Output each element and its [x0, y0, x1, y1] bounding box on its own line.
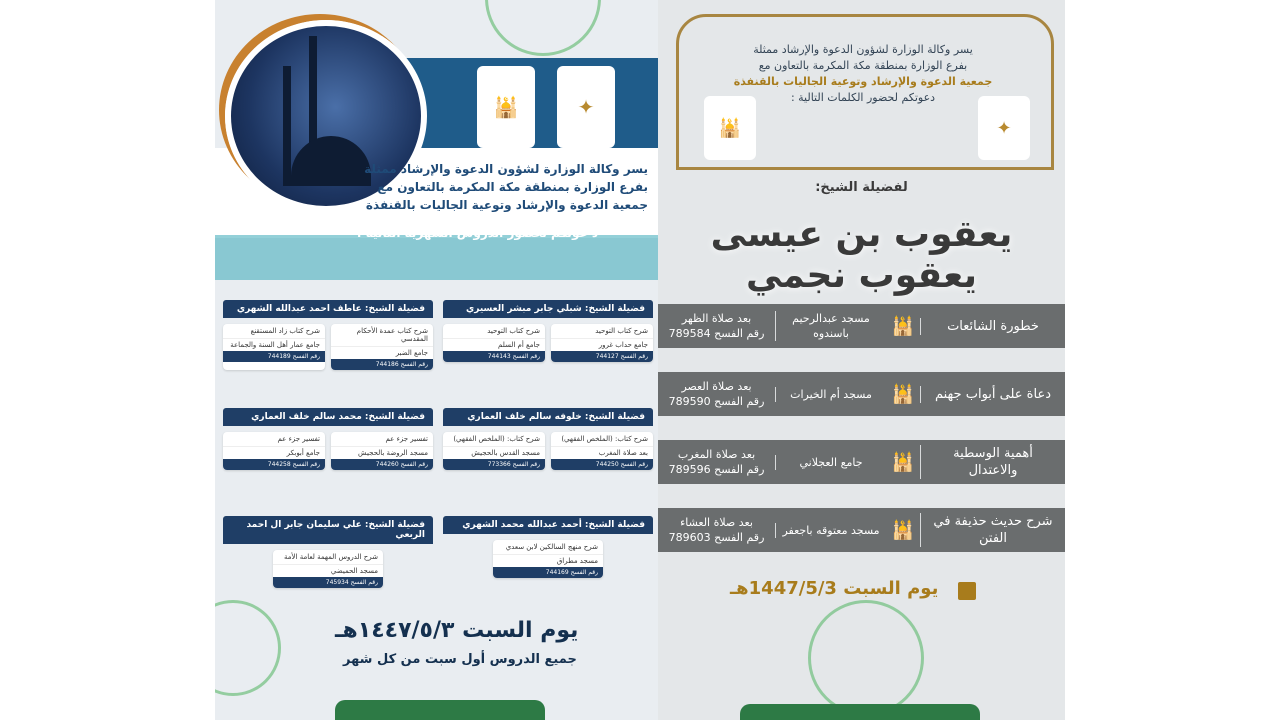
slot-permit: رقم الفسح 744250	[551, 459, 653, 470]
mosque-icon: 🕌	[891, 315, 915, 337]
card-sheikh: فضيلة الشيخ: عاطف احمد عبدالله الشهري	[223, 300, 433, 318]
calendar-icon	[958, 582, 976, 600]
sheikh-name: يعقوب بن عيسى يعقوب نجمي	[710, 214, 1013, 296]
decor-ring	[215, 600, 281, 696]
pattern-band	[215, 235, 658, 280]
slot-permit: رقم الفسح 745934	[273, 577, 383, 588]
schedule-note: جميع الدروس أول سبت من كل شهر	[343, 652, 577, 667]
permit-text: رقم الفسح 789590	[668, 395, 765, 408]
ministry-logo: 🕌	[704, 96, 756, 160]
slot-title: شرح كتاب: (الملخص الفقهي)	[561, 435, 648, 443]
slot-location: مسجد الروضة بالحجيش	[331, 446, 433, 459]
slot-location: جامع أبوبكر	[223, 446, 325, 459]
lecture-time	[658, 379, 775, 409]
slot-location: جامع الضبر	[331, 346, 433, 359]
hoda-logo: ✦	[557, 66, 615, 148]
slot-title: تفسير جزء عم	[385, 435, 428, 443]
lesson-slot	[331, 432, 433, 470]
lesson-card	[223, 408, 433, 470]
lesson-slot	[551, 324, 653, 362]
slot-permit: رقم الفسح 744186	[331, 359, 433, 370]
permit-text: رقم الفسح 789603	[668, 531, 765, 544]
card-sheikh: فضيلة الشيخ: أحمد عبدالله محمد الشهري	[443, 516, 653, 534]
slot-location: مسجد القدس بالحجيش	[443, 446, 545, 459]
decor-ring	[485, 0, 601, 56]
slot-title: تفسير جزء عم	[277, 435, 320, 443]
mosque-icon: 🕌	[891, 383, 915, 405]
lecture-mosque: جامع العجلاني	[775, 455, 886, 470]
intro-line: دعوتكم لحضور الكلمات التالية :	[790, 91, 936, 104]
decor-ring	[808, 600, 924, 716]
slot-permit: رقم الفسح 744258	[223, 459, 325, 470]
lecture-time	[658, 515, 775, 545]
intro-line: يسر وكالة الوزارة لشؤون الدعوة والإرشاد ممثلة	[364, 162, 648, 176]
lecture-time	[658, 447, 775, 477]
lecture-topic: شرح حديث حذيفة في الفتن	[920, 513, 1065, 547]
lecture-time	[658, 311, 775, 341]
intro-line: يسر وكالة الوزارة لشؤون الدعوة والإرشاد ممثلة	[753, 43, 973, 56]
lecture-mosque: مسجد عبدالرحيم باسندوه	[775, 311, 886, 341]
slot-location: جامع أم السلم	[443, 338, 545, 351]
card-sheikh: فضيلة الشيخ: محمد سالم خلف العماري	[223, 408, 433, 426]
lesson-card	[443, 300, 653, 362]
lesson-slot	[273, 550, 383, 588]
mosque-icon: 🕌	[891, 519, 915, 541]
slot-title: شرح كتاب التوحيد	[595, 327, 648, 335]
lesson-slot	[443, 324, 545, 362]
time-text: بعد صلاة العصر	[681, 380, 752, 393]
intro-line: بفرع الوزارة بمنطقة مكة المكرمة بالتعاون مع	[758, 59, 968, 72]
slot-permit: رقم الفسح 744169	[493, 567, 603, 578]
intro-line: جمعية الدعوة والإرشاد وتوعية الجاليات بالقنفذة	[733, 75, 993, 88]
permit-text: رقم الفسح 789596	[668, 463, 765, 476]
minaret	[283, 66, 291, 186]
intro-text	[718, 42, 1008, 106]
lecture-row	[658, 440, 1065, 484]
intro-line: جمعية الدعوة والإرشاد وتوعية الجاليات بالقنفذة	[365, 198, 648, 212]
lecture-topic: خطورة الشائعات	[920, 318, 1065, 335]
card-sheikh: فضيلة الشيخ: شبلي جابر مبشر العسيري	[443, 300, 653, 318]
date-text: يوم السبت 1447/5/3هـ	[730, 578, 939, 599]
card-sheikh: فضيلة الشيخ: علي سليمان جابر ال احمد الربعي	[223, 516, 433, 544]
time-text: بعد صلاة الظهر	[681, 312, 752, 325]
slot-permit: رقم الفسح 744189	[223, 351, 325, 362]
lecture-mosque: مسجد معتوقه باجعفر	[775, 523, 886, 538]
lecture-mosque: مسجد أم الخيرات	[775, 387, 886, 402]
lecture-topic: أهمية الوسطية والاعتدال	[920, 445, 1065, 479]
slot-title: شرح الدروس المهمة لعامة الأمة	[284, 553, 378, 561]
card-sheikh: فضيلة الشيخ: خلوفه سالم خلف العماري	[443, 408, 653, 426]
hoda-logo: ✦	[978, 96, 1030, 160]
lesson-slot	[331, 324, 433, 370]
lesson-slot	[223, 324, 325, 370]
invite-text: د عوتكم لحضور الدروس الشهرية التالية :	[356, 226, 598, 240]
left-poster	[215, 0, 658, 720]
slot-permit: رقم الفسح 773366	[443, 459, 545, 470]
permit-text: رقم الفسح 789584	[668, 327, 765, 340]
slot-title: شرح كتاب عمدة الأحكام المقدسي	[356, 327, 428, 343]
footer-bar	[740, 704, 980, 720]
lesson-card	[443, 408, 653, 470]
slot-location: مسجد الحميضي	[273, 564, 383, 577]
slot-permit: رقم الفسح 744260	[331, 459, 433, 470]
slot-permit: رقم الفسح 744143	[443, 351, 545, 362]
lecture-row	[658, 508, 1065, 552]
slot-location: جامع حداب غرور	[551, 338, 653, 351]
intro-text	[348, 160, 648, 214]
ministry-logo: 🕌	[477, 66, 535, 148]
lesson-slot	[493, 540, 603, 578]
intro-line: بفرع الوزارة بمنطقة مكة المكرمة بالتعاون مع	[377, 180, 648, 194]
right-poster	[658, 0, 1065, 720]
time-text: بعد صلاة العشاء	[680, 516, 753, 529]
slot-location: بعد صلاة المغرب	[551, 446, 653, 459]
slot-location: جامع عمار أهل السنة والجماعة	[223, 338, 325, 351]
time-text: بعد صلاة المغرب	[677, 448, 756, 461]
lesson-slot	[223, 432, 325, 470]
lecture-topic: دعاة على أبواب جهنم	[920, 386, 1065, 403]
lecture-row	[658, 372, 1065, 416]
slot-title: شرح كتاب التوحيد	[487, 327, 540, 335]
slot-title: شرح منهج السالكين لابن سعدي	[505, 543, 598, 551]
slot-title: شرح كتاب زاد المستقنع	[250, 327, 320, 335]
slot-location: مسجد مطراق	[493, 554, 603, 567]
lesson-card	[443, 516, 653, 578]
slot-title: شرح كتاب: (الملخص الفقهي)	[453, 435, 540, 443]
lesson-slot	[551, 432, 653, 470]
lesson-card	[223, 300, 433, 370]
sheikh-label: لفضيلة الشيخ:	[815, 180, 908, 195]
slot-permit: رقم الفسح 744127	[551, 351, 653, 362]
mosque-icon: 🕌	[891, 451, 915, 473]
lesson-card	[223, 516, 433, 588]
lecture-row	[658, 304, 1065, 348]
footer-bar	[335, 700, 545, 720]
lesson-slot	[443, 432, 545, 470]
date-text: يوم السبت ١٤٤٧/٥/٣هـ	[335, 618, 579, 643]
